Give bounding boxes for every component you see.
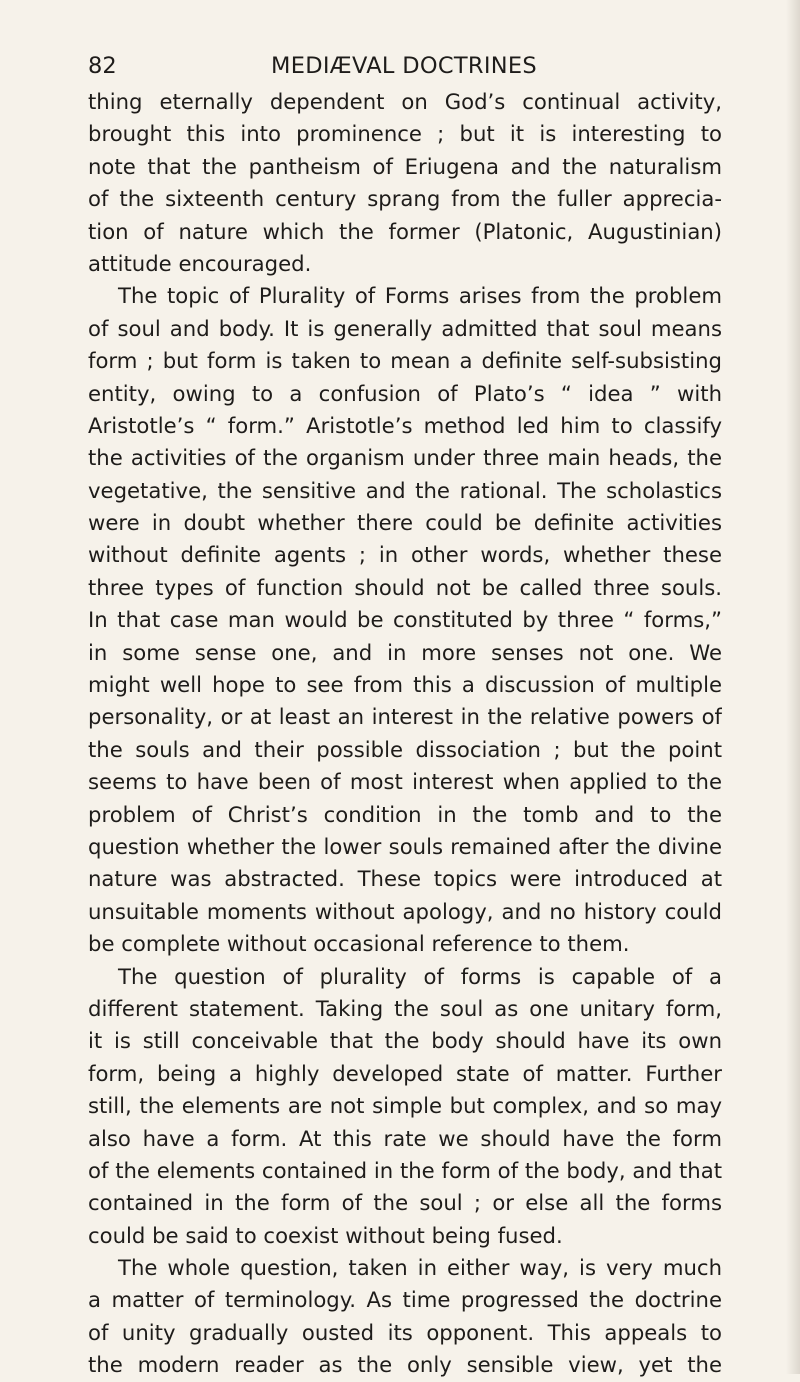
- text-line: of soul and body. It is generally admitted that soul means: [88, 315, 722, 341]
- text-line: note that the pantheism of Eriugena and the naturalism: [88, 153, 722, 179]
- text-line: also have a form. At this rate we should have the form: [88, 1125, 722, 1151]
- text-line: contained in the form of the soul ; or else all the forms: [88, 1190, 722, 1216]
- text-line: of the sixteenth century sprang from the fuller apprecia-: [88, 186, 722, 212]
- text-line: attitude encouraged.: [88, 250, 312, 276]
- text-line: personality, or at least an interest in the relative powers of: [88, 704, 722, 730]
- text-line: might well hope to see from this a discussion of multiple: [88, 672, 722, 698]
- text-line: the modern reader as the only sensible view, yet the: [88, 1352, 722, 1378]
- text-line: three types of function should not be called three souls.: [88, 574, 722, 600]
- running-title: MEDIÆVAL DOCTRINES: [270, 53, 538, 79]
- text-line: tion of nature which the former (Platonic, Augustinian): [88, 218, 722, 244]
- text-line: thing eternally dependent on God’s continual activity,: [88, 89, 722, 114]
- text-line: question whether the lower souls remained after the divine: [88, 833, 722, 859]
- text-line: nature was abstracted. These topics were introduced at: [88, 866, 722, 892]
- page-header: [88, 48, 720, 84]
- page-edge-shadow: [786, 0, 800, 1374]
- text-line: it is still conceivable that the body should have its own: [88, 1028, 722, 1054]
- text-line: without definite agents ; in other words, whether these: [88, 542, 722, 568]
- body-text: [88, 86, 722, 1382]
- text-line: a matter of terminology. As time progressed the doctrine: [88, 1287, 722, 1313]
- text-line: vegetative, the sensitive and the rational. The scholastics: [88, 477, 722, 503]
- text-line: of unity gradually ousted its opponent. This appeals to: [88, 1319, 722, 1345]
- text-line: problem of Christ’s condition in the tomb and to the: [88, 801, 722, 827]
- text-line: be complete without occasional reference to them.: [88, 931, 630, 957]
- text-line: form ; but form is taken to mean a definite self-subsisting: [88, 348, 722, 374]
- text-line: the activities of the organism under three main heads, the: [88, 445, 722, 471]
- text-line: different statement. Taking the soul as one unitary form,: [88, 995, 722, 1021]
- text-line: still, the elements are not simple but complex, and so may: [88, 1093, 722, 1119]
- text-line: In that case man would be constituted by three “ forms,”: [88, 607, 722, 633]
- paragraph-first-line: The question of plurality of forms is capable of a: [118, 963, 722, 989]
- text-line: form, being a highly developed state of matter. Further: [88, 1060, 722, 1086]
- text-line: in some sense one, and in more senses not one. We: [88, 639, 722, 665]
- page-number: 82: [88, 53, 117, 79]
- text-line: were in doubt whether there could be definite activities: [88, 510, 722, 536]
- paragraph-first-line: The whole question, taken in either way, is very much: [118, 1255, 722, 1281]
- text-line: entity, owing to a confusion of Plato’s “ idea ” with: [88, 380, 722, 406]
- text-line: the souls and their possible dissociation ; but the point: [88, 736, 722, 762]
- text-line: could be said to coexist without being fused.: [88, 1222, 563, 1248]
- text-line: of the elements contained in the form of the body, and that: [88, 1157, 722, 1183]
- text-line: seems to have been of most interest when applied to the: [88, 769, 722, 795]
- text-line: Aristotle’s “ form.” Aristotle’s method led him to classify: [88, 412, 722, 438]
- text-line: brought this into prominence ; but it is interesting to: [88, 121, 722, 147]
- text-line: unsuitable moments without apology, and no history could: [88, 898, 722, 924]
- paragraph-first-line: The topic of Plurality of Forms arises from the problem: [118, 283, 722, 309]
